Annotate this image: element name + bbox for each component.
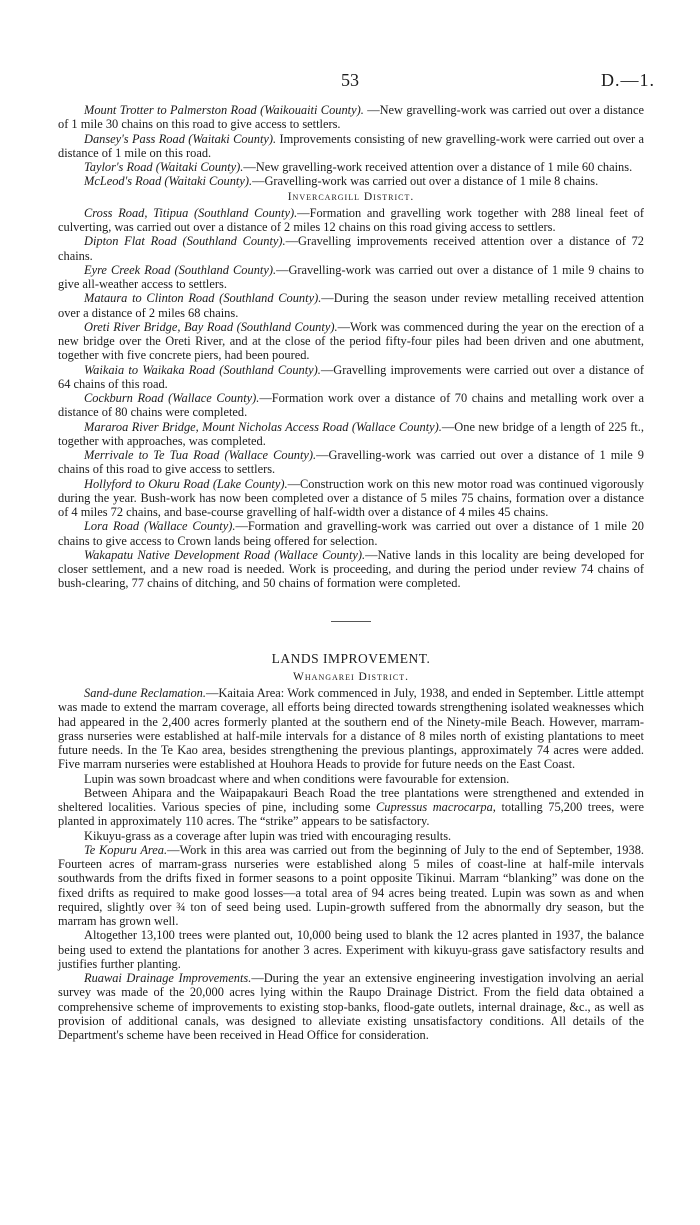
paragraph-trees-planted: Altogether 13,100 trees were planted out, 10,000 being used to blank the 12 acres planted in 1937, the balance being used to extend the plantations for another 3 acres. Experiment with kikuyu-grass gave satisfactory results and justifies further planting. bbox=[58, 928, 644, 971]
page-header bbox=[0, 70, 700, 94]
road-text: —Formation and gravelling work together with 288 lineal feet of culverting, was carried out over a distance of 2 miles 12 chains on this road giving access to settlers. bbox=[58, 205, 645, 234]
paragraph-road-1 bbox=[58, 132, 644, 161]
road-text: —New gravelling-work was carried out over a distance of 1 mile 30 chains on this road to give access to settlers. bbox=[58, 103, 644, 132]
paragraph-invercargill-9 bbox=[58, 477, 644, 520]
paragraph-title: Ruawai Drainage Improvements. bbox=[84, 971, 252, 985]
paragraph-road-2 bbox=[58, 160, 644, 174]
road-title: Dipton Flat Road (Southland County). bbox=[84, 234, 286, 249]
document-reference: D.—1. bbox=[601, 70, 655, 90]
section-heading-lands-improvement: LANDS IMPROVEMENT. bbox=[271, 650, 431, 666]
paragraph-text: totalling 75,200 trees, were planted in approximately 110 acres. The “strike” appears to be satisfactory. bbox=[58, 800, 644, 829]
paragraph-invercargill-4 bbox=[58, 320, 644, 363]
road-title: Mount Trotter to Palmerston Road (Waikouaiti County). bbox=[84, 103, 364, 117]
paragraph-ahipara bbox=[58, 786, 644, 829]
road-title: Taylor's Road (Waitaki County). bbox=[84, 160, 244, 174]
road-title: Cockburn Road (Wallace County). bbox=[84, 391, 260, 405]
paragraph-ruawai bbox=[58, 971, 644, 1042]
road-title: Oreti River Bridge, Bay Road (Southland County). bbox=[84, 319, 338, 334]
paragraph-invercargill-2 bbox=[58, 263, 644, 292]
page-number: 53 bbox=[341, 70, 359, 90]
road-text: —Gravelling improvements were carried out over a distance of 64 chains of this road. bbox=[58, 362, 645, 391]
road-title: McLeod's Road (Waitaki County). bbox=[84, 174, 253, 189]
page-body bbox=[58, 103, 644, 1042]
road-text: —Work was commenced during the year on the erection of a new bridge over the Oreti River, and at the close of the period fifty-four piles had been driven and one abutment, together with five concrete piers, had been poured. bbox=[58, 319, 645, 363]
road-text: —Gravelling improvements received attention over a distance of 72 chains. bbox=[58, 234, 644, 263]
paragraph-invercargill-7 bbox=[58, 420, 644, 449]
road-title: Eyre Creek Road (Southland County). bbox=[84, 262, 277, 277]
paragraph-invercargill-11 bbox=[58, 548, 644, 591]
section-divider bbox=[331, 621, 371, 622]
paragraph-invercargill-3 bbox=[58, 291, 644, 320]
road-title: Mararoa River Bridge, Mount Nicholas Access Road (Wallace County). bbox=[84, 419, 442, 434]
road-text: Improvements consisting of new gravelling-work were carried out over a distance of 1 mile on this road. bbox=[58, 131, 644, 160]
road-text: —Gravelling-work was carried out over a distance of 1 mile 8 chains. bbox=[252, 174, 599, 189]
road-text: —During the season under review metalling received attention over a distance of 2 miles 68 chains. bbox=[58, 291, 644, 320]
paragraph-lupin: Lupin was sown broadcast where and when conditions were favourable for extension. bbox=[84, 771, 510, 786]
road-title: Cross Road, Titipua (Southland County). bbox=[84, 205, 298, 220]
paragraph-kikuyu: Kikuyu-grass as a coverage after lupin was tried with encouraging results. bbox=[84, 828, 452, 843]
district-heading-whangarei: Whangarei District. bbox=[293, 670, 409, 683]
paragraph-text: —Kaitaia Area: Work commenced in July, 1938, and ended in September. Little attempt was made to extend the marram coverage, all efforts being directed towards strengthening isolated weaknesses which had appeared in the 2,400 acres formerly planted at the southern end of the Ninety-mile Beach. However, marram-grass nurseries were established at half-mile intervals for a distance of 8 miles north of existing plantations to meet future needs. In the Te Kao area, besides strengthening the previous plantings, approximately 74 acres were added. Five marram nurseries were established at Houhora Heads to provide for future needs on the East Coast. bbox=[58, 686, 644, 772]
paragraph-title: Sand-dune Reclamation. bbox=[84, 686, 206, 700]
species-name: Cupressus macrocarpa, bbox=[375, 800, 496, 814]
paragraph-sand-dune bbox=[58, 686, 644, 772]
paragraph-invercargill-6 bbox=[58, 391, 644, 420]
paragraph-te-kopuru bbox=[58, 843, 644, 929]
road-title: Hollyford to Okuru Road (Lake County). bbox=[84, 476, 288, 491]
road-text: —Construction work on this new motor road was continued vigorously during the year. Bush-work has now been completed over a distance of 5 miles 75 chains, formation over a distance of 4 miles 72 chains, and base-course gravelling of half-width over a distance of 4 miles 45 chains. bbox=[58, 476, 644, 519]
paragraph-text: Between Ahipara and the Waipapakauri Beach Road the tree plantations were strengthened and extended in sheltered localities. Various species of pine, including some bbox=[58, 785, 644, 814]
road-text: —Gravelling-work was carried out over a distance of 1 mile 9 chains of this road to give access to settlers. bbox=[58, 448, 644, 477]
paragraph-text: —Work in this area was carried out from the beginning of July to the end of September, 1938. Fourteen acres of marram-grass nurseries were established along 5 miles of coast-line at half-mile intervals southwards from the drifts fixed in former seasons to a point opposite Tikinui. Marram “blanking” was done on the fixed drifts as required to make good losses—a total area of 94 acres being treated. Lupin was sown as and when required, slightly over ¾ ton of seed being used. Lupin-growth suffered from the abnormally dry season, but the marram has grown well. bbox=[58, 842, 644, 928]
road-title: Wakapatu Native Development Road (Wallace County). bbox=[84, 547, 366, 562]
paragraph-invercargill-1 bbox=[58, 234, 644, 263]
paragraph-road-3 bbox=[58, 174, 644, 188]
road-text: —Native lands in this locality are being developed for closer settlement, and a new road is needed. Work is proceeding, and during the period under review 74 chains of bush-clearing, 77 chains of ditching, and 50 chains of formation were completed. bbox=[58, 547, 644, 591]
road-text: —Gravelling-work was carried out over a distance of 1 mile 9 chains to give all-weather access to settlers. bbox=[58, 262, 644, 291]
paragraph-invercargill-0 bbox=[58, 206, 644, 235]
road-text: —New gravelling-work received attention over a distance of 1 mile 60 chains. bbox=[243, 160, 633, 174]
paragraph-invercargill-5 bbox=[58, 363, 644, 392]
district-heading-invercargill: Invercargill District. bbox=[287, 190, 415, 203]
road-title: Waikaia to Waikaka Road (Southland County). bbox=[84, 362, 321, 377]
road-title: Merrivale to Te Tua Road (Wallace County). bbox=[84, 448, 317, 462]
paragraph-title: Te Kopuru Area. bbox=[84, 842, 168, 857]
road-text: —One new bridge of a length of 225 ft., together with approaches, was completed. bbox=[58, 419, 645, 448]
paragraph-road-0 bbox=[58, 103, 644, 132]
paragraph-text: —During the year an extensive engineering investigation involving an aerial survey was made of the 20,000 acres lying within the Raupo Drainage District. From the field data obtained a comprehensive scheme of improvements to existing stop-banks, flood-gate outlets, internal drainage, &c., as well as provision of additional canals, was designed to alleviate existing unsatisfactory conditions. All details of the Department's scheme have been received in Head Office for consideration. bbox=[58, 971, 644, 1042]
paragraph-invercargill-10 bbox=[58, 519, 644, 548]
road-title: Mataura to Clinton Road (Southland County). bbox=[84, 291, 322, 306]
paragraph-invercargill-8 bbox=[58, 448, 644, 477]
road-title: Dansey's Pass Road (Waitaki County). bbox=[84, 131, 277, 146]
road-title: Lora Road (Wallace County). bbox=[84, 519, 236, 534]
road-text: —Formation work over a distance of 70 chains and metalling work over a distance of 80 chains were completed. bbox=[58, 391, 644, 420]
road-text: —Formation and gravelling-work was carried out over a distance of 1 mile 20 chains to give access to Crown lands being offered for selection. bbox=[58, 519, 644, 548]
